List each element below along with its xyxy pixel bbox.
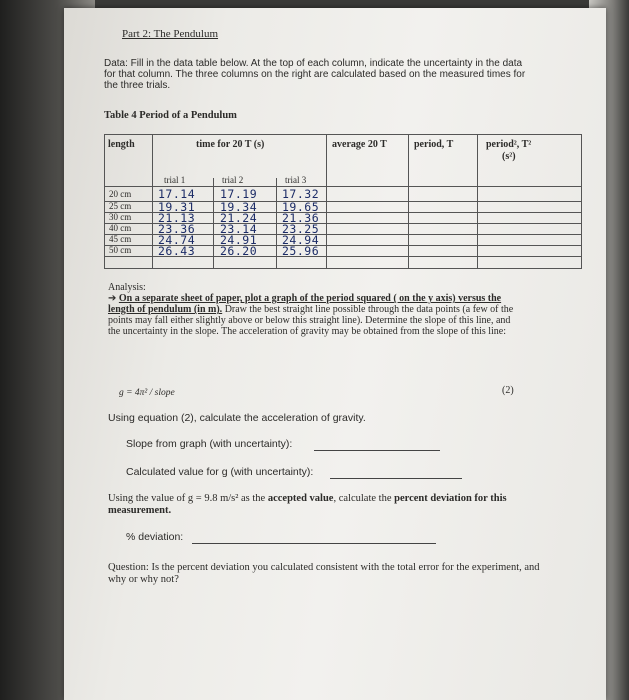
percent-deviation-instruction — [108, 493, 538, 517]
deviation-label: % deviation: — [126, 531, 184, 543]
analysis-title: Analysis: — [108, 282, 146, 293]
analysis-underlined: On a separate sheet of paper, plot a graph of the period squared ( on the y axis) versus the length of pendulum (in m). — [108, 293, 502, 315]
header-length: length — [108, 139, 135, 150]
question-text: Question: Is the percent deviation you calculated consistent with the total error for the experiment, and why or why not? — [108, 562, 540, 585]
slope-label: Slope from graph (with uncertainty): — [126, 438, 293, 450]
row-length: 25 cm — [109, 201, 132, 211]
trial3-value: 21.36 — [282, 211, 320, 225]
header-period-squared: period², T² — [486, 139, 532, 150]
header-period-squared-unit: (s²) — [502, 151, 516, 162]
row-length: 30 cm — [109, 212, 132, 222]
gravity-equation: g = 4π² / slope — [119, 388, 175, 398]
equation-number: (2) — [502, 385, 514, 396]
trial-label: trial 2 — [222, 175, 244, 185]
header-average: average 20 T — [332, 139, 387, 150]
part-title: Part 2: The Pendulum — [122, 28, 219, 40]
percent-deviation-text: percent deviation for this measurement. — [108, 493, 507, 516]
trial1-value: 26.43 — [158, 244, 196, 258]
trial3-value: 19.65 — [282, 200, 320, 214]
trial2-value: 17.19 — [220, 187, 258, 201]
trial1-value: 17.14 — [158, 187, 196, 201]
header-period: period, T — [414, 139, 454, 150]
trial3-value: 25.96 — [282, 244, 320, 258]
trial3-value: 23.25 — [282, 222, 320, 236]
trial3-value: 24.94 — [282, 233, 320, 247]
worksheet-page — [64, 8, 606, 700]
trial2-value: 23.14 — [220, 222, 258, 236]
equation-instruction: Using equation (2), calculate the acceleration of gravity. — [108, 412, 366, 424]
pendulum-data-table — [104, 134, 582, 274]
deviation-answer-line[interactable] — [192, 543, 436, 544]
analysis-instructions — [108, 293, 518, 337]
trial2-value: 26.20 — [220, 244, 258, 258]
accepted-text: Using the value of g = 9.8 m/s² as the — [108, 493, 268, 504]
header-time: time for 20 T (s) — [196, 139, 265, 150]
table-caption: Table 4 Period of a Pendulum — [104, 110, 237, 121]
data-instructions: Data: Fill in the data table below. At the top of each column, indicate the uncertainty in the data for that column. The three columns on the right are calculated based on the measured times for the three trials. — [104, 58, 526, 91]
calculated-g-label: Calculated value for g (with uncertainty): — [126, 466, 314, 478]
trial3-value: 17.32 — [282, 187, 320, 201]
trial2-value: 19.34 — [220, 200, 258, 214]
analysis-rest: Draw the best straight line possible through the data points (a few of the points may fall either slightly above or below this straight line). Determine the slope of this line, and the uncertainty in the slope. The acceleration of gravity may be obtained from the slope of this line: — [108, 304, 514, 337]
trial1-value: 21.13 — [158, 211, 196, 225]
arrow-icon: ➔ — [108, 293, 117, 304]
row-length: 40 cm — [109, 223, 132, 233]
accepted-value-text: accepted value — [267, 493, 334, 504]
row-length: 45 cm — [109, 234, 132, 244]
trial2-value: 21.24 — [220, 211, 258, 225]
trial1-value: 19.31 — [158, 200, 196, 214]
trial1-value: 23.36 — [158, 222, 196, 236]
calculated-g-answer-line[interactable] — [330, 478, 462, 479]
trial2-value: 24.91 — [220, 233, 258, 247]
row-length: 50 cm — [109, 245, 132, 255]
trial-label: trial 1 — [164, 175, 186, 185]
row-length: 20 cm — [109, 189, 132, 199]
accepted-text: , calculate the — [333, 493, 395, 504]
trial-label: trial 3 — [285, 175, 307, 185]
trial1-value: 24.74 — [158, 233, 196, 247]
slope-answer-line[interactable] — [314, 450, 440, 451]
